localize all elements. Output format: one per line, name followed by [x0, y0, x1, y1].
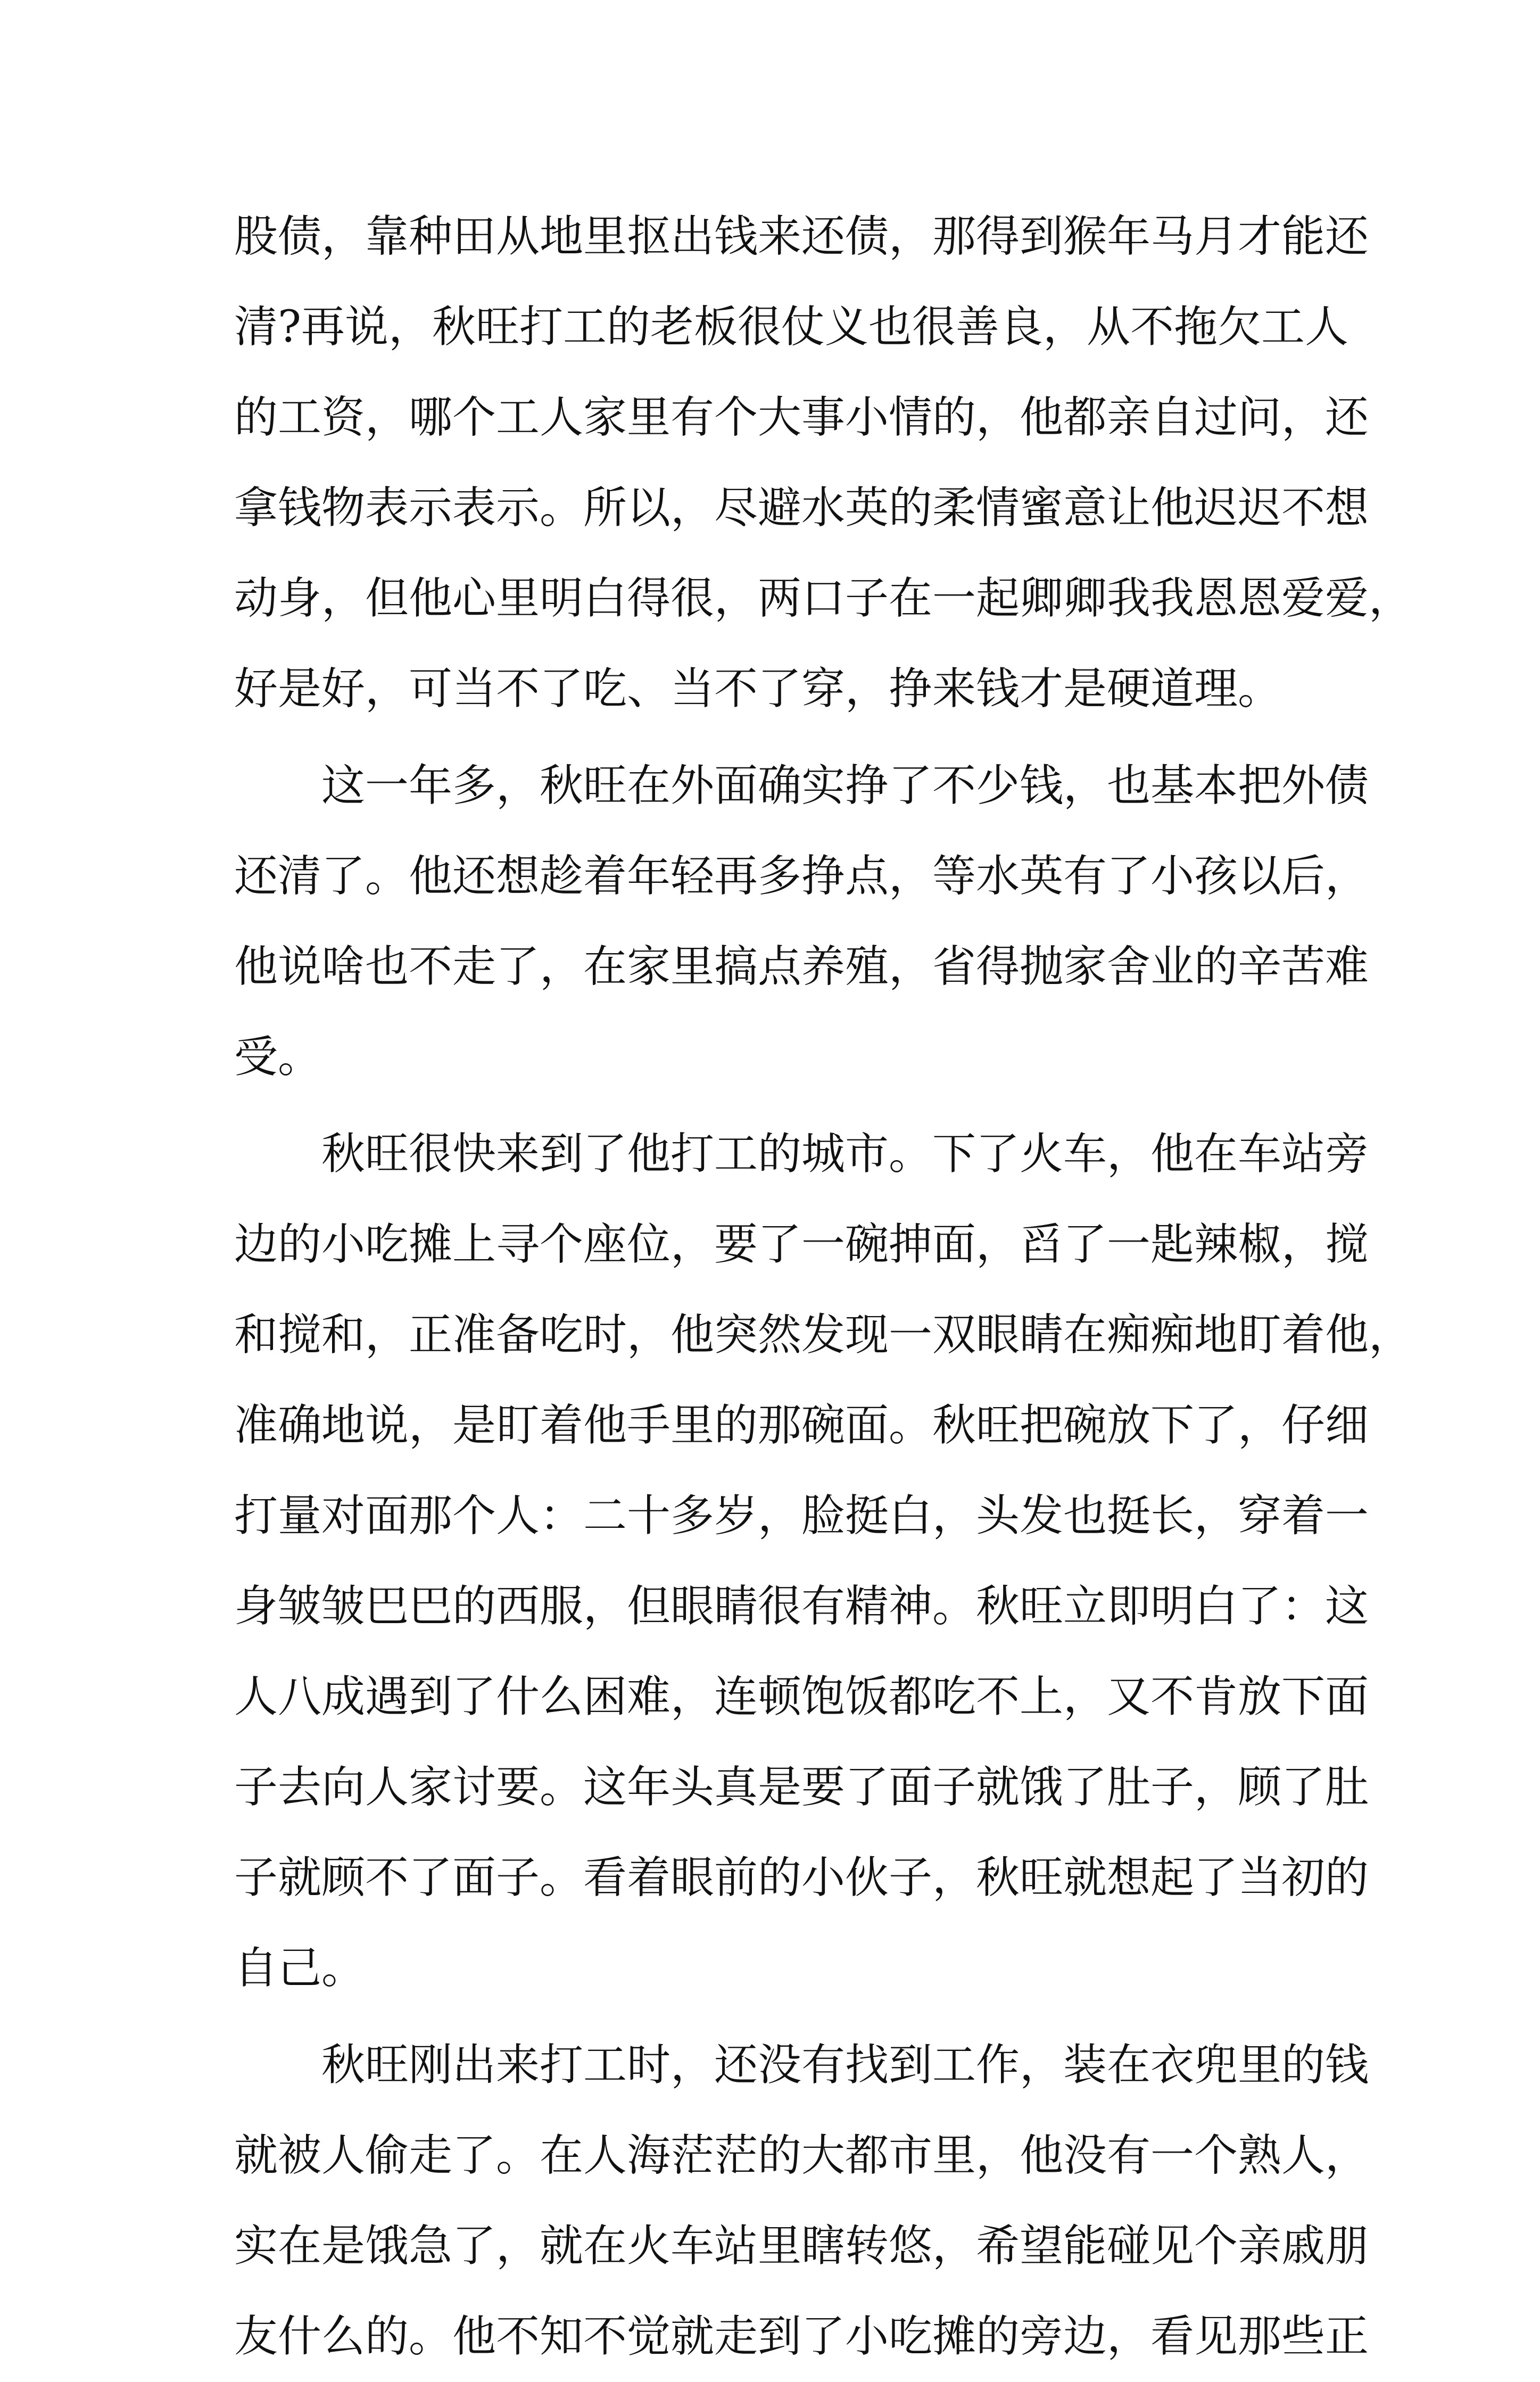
text-line: 清?再说，秋旺打工的老板很仗义也很善良，从不拖欠工人 — [234, 302, 1348, 352]
text-line: 股债，靠种田从地里抠出钱来还债，那得到猴年马月才能还 — [234, 211, 1369, 262]
text-line: 实在是饿急了，就在火车站里瞎转悠，希望能碰见个亲戚朋 — [234, 2221, 1369, 2271]
paragraph — [234, 192, 1413, 734]
text-line: 好是好，可当不了吃、当不了穿，挣来钱才是硬道理。 — [234, 664, 1282, 714]
text-line: 打量对面那个人：二十多岁，脸挺白，头发也挺长，穿着一 — [234, 1491, 1369, 1541]
text-line: 受。 — [234, 1032, 322, 1082]
text-line: 这一年多，秋旺在外面确实挣了不少钱，也基本把外债 — [321, 760, 1369, 811]
text-line: 和搅和，正准备吃时，他突然发现一双眼睛在痴痴地盯着他， — [234, 1310, 1413, 1360]
paragraph — [234, 2020, 1369, 2382]
text-line: 子去向人家讨要。这年头真是要了面子就饿了肚子，顾了肚 — [234, 1762, 1369, 1813]
text-line: 就被人偷走了。在人海茫茫的大都市里，他没有一个熟人， — [234, 2130, 1369, 2181]
paragraph — [234, 1109, 1413, 2014]
paragraph-spacer — [234, 1103, 1320, 1109]
paragraph — [234, 741, 1369, 1103]
paragraph-spacer — [234, 2014, 1320, 2020]
text-line: 身皱皱巴巴的西服，但眼睛很有精神。秋旺立即明白了：这 — [234, 1581, 1369, 1632]
text-line: 友什么的。他不知不觉就走到了小吃摊的旁边，看见那些正 — [234, 2311, 1369, 2362]
text-line: 准确地说，是盯着他手里的那碗面。秋旺把碗放下了，仔细 — [234, 1400, 1369, 1451]
paragraph-spacer — [234, 734, 1320, 741]
text-line: 秋旺很快来到了他打工的城市。下了火车，他在车站旁 — [321, 1129, 1369, 1179]
text-line: 秋旺刚出来打工时，还没有找到工作，装在衣兜里的钱 — [321, 2040, 1369, 2090]
text-line: 还清了。他还想趁着年轻再多挣点，等水英有了小孩以后， — [234, 851, 1369, 901]
text-line: 他说啥也不走了，在家里搞点养殖，省得抛家舍业的辛苦难 — [234, 941, 1369, 992]
body-text — [234, 192, 1413, 2382]
text-line: 的工资，哪个工人家里有个大事小情的，他都亲自过问，还 — [234, 392, 1369, 443]
text-line: 动身，但他心里明白得很，两口子在一起卿卿我我恩恩爱爱， — [234, 573, 1413, 624]
text-line: 自己。 — [234, 1943, 366, 1994]
text-line: 子就顾不了面子。看着眼前的小伙子，秋旺就想起了当初的 — [234, 1852, 1369, 1903]
text-line: 人八成遇到了什么困难，连顿饱饭都吃不上，又不肯放下面 — [234, 1672, 1369, 1722]
text-line: 拿钱物表示表示。所以，尽避水英的柔情蜜意让他迟迟不想 — [234, 483, 1369, 533]
text-line: 边的小吃摊上寻个座位，要了一碗抻面，舀了一匙辣椒，搅 — [234, 1219, 1369, 1270]
